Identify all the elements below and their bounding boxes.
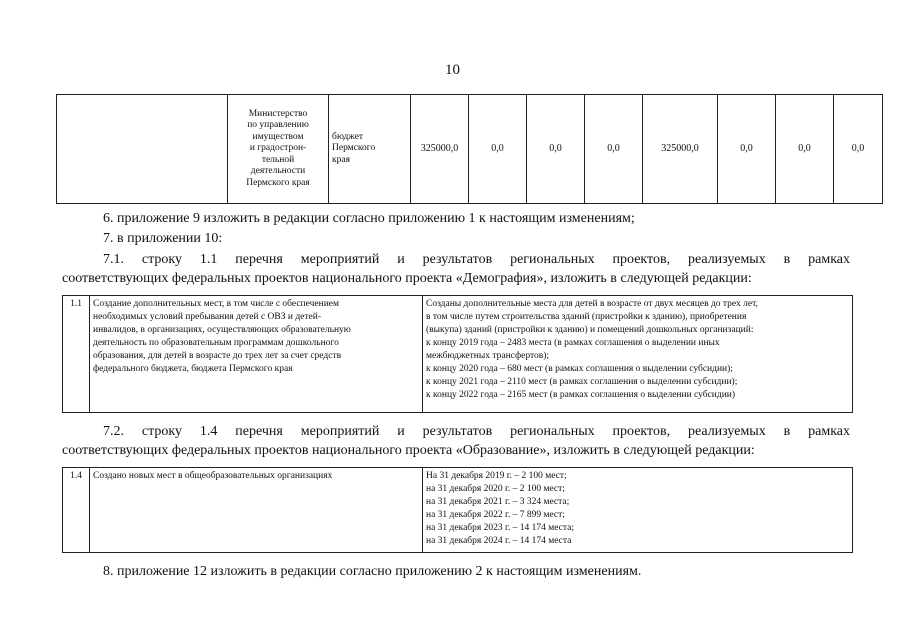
paragraph-6: 6. приложение 9 изложить в редакции согласно приложению 1 к настоящим изменениям; (103, 211, 635, 226)
budget-row (57, 95, 883, 204)
row-number: 1.1 (63, 296, 90, 413)
value-cell: 0,0 (718, 95, 776, 204)
table-row (63, 296, 853, 413)
ministry-cell: Министерство по управлению имуществом и градострон- тельной деятельности Пермского края (228, 95, 329, 204)
value-cell: 0,0 (469, 95, 527, 204)
activity-cell: Создано новых мест в общеобразовательных организациях (90, 468, 423, 553)
paragraph-8: 8. приложение 12 изложить в редакции согласно приложению 2 к настоящим изменениям. (103, 564, 642, 579)
value-cell: 325000,0 (411, 95, 469, 204)
value-cell: 0,0 (776, 95, 834, 204)
paragraph-7-2-line-2: соответствующих федеральных проектов национального проекта «Образование», изложить в следующей редакции: (62, 443, 755, 458)
empty-cell (57, 95, 228, 204)
result-cell: Созданы дополнительные места для детей в возрасте от двух месяцев до трех лет, в том числе путем строительства зданий (пристройки к зданию), приобретения (выкупа) зданий (пристройки к зданию) и помещений дошкольных организаций: к концу 2019 года – 2483 места (в рамках соглашения о выделении иных межбюджетных трансфертов); к концу 2020 года – 680 мест (в рамках соглашения о выделении субсидии); к концу 2021 года – 2110 мест (в рамках соглашения о выделении субсидии); к концу 2022 года – 2165 мест (в рамках соглашения о выделении субсидии) (423, 296, 853, 413)
value-cell: 0,0 (834, 95, 883, 204)
row-1-4-table (62, 467, 853, 553)
source-cell: бюджет Пермского края (329, 95, 411, 204)
value-cell: 0,0 (527, 95, 585, 204)
value-cell: 0,0 (585, 95, 643, 204)
row-number: 1.4 (63, 468, 90, 553)
paragraph-7-1-line-2: соответствующих федеральных проектов национального проекта «Демография», изложить в следующей редакции: (62, 271, 752, 286)
paragraph-7-1-line-1: 7.1. строку 1.1 перечня мероприятий и результатов региональных проектов, реализуемых в рамках (103, 252, 850, 267)
table-row (63, 468, 853, 553)
budget-table (56, 94, 883, 204)
result-cell: На 31 декабря 2019 г. – 2 100 мест; на 31 декабря 2020 г. – 2 100 мест; на 31 декабря 2021 г. – 3 324 места; на 31 декабря 2022 г. – 7 899 мест; на 31 декабря 2023 г. – 14 174 места; на 31 декабря 2024 г. – 14 174 места (423, 468, 853, 553)
activity-cell: Создание дополнительных мест, в том числе с обеспечением необходимых условий пребывания детей с ОВЗ и детей- инвалидов, в организациях, осуществляющих образовательную деятельность по образовательным программам дошкольного образования, для детей в возрасте до трех лет за счет средств федерального бюджета, бюджета Пермского края (90, 296, 423, 413)
paragraph-7-2-line-1: 7.2. строку 1.4 перечня мероприятий и результатов региональных проектов, реализуемых в рамках (103, 424, 850, 439)
page-number: 10 (445, 62, 460, 78)
row-1-1-table (62, 295, 853, 413)
value-cell: 325000,0 (643, 95, 718, 204)
paragraph-7: 7. в приложении 10: (103, 231, 223, 246)
